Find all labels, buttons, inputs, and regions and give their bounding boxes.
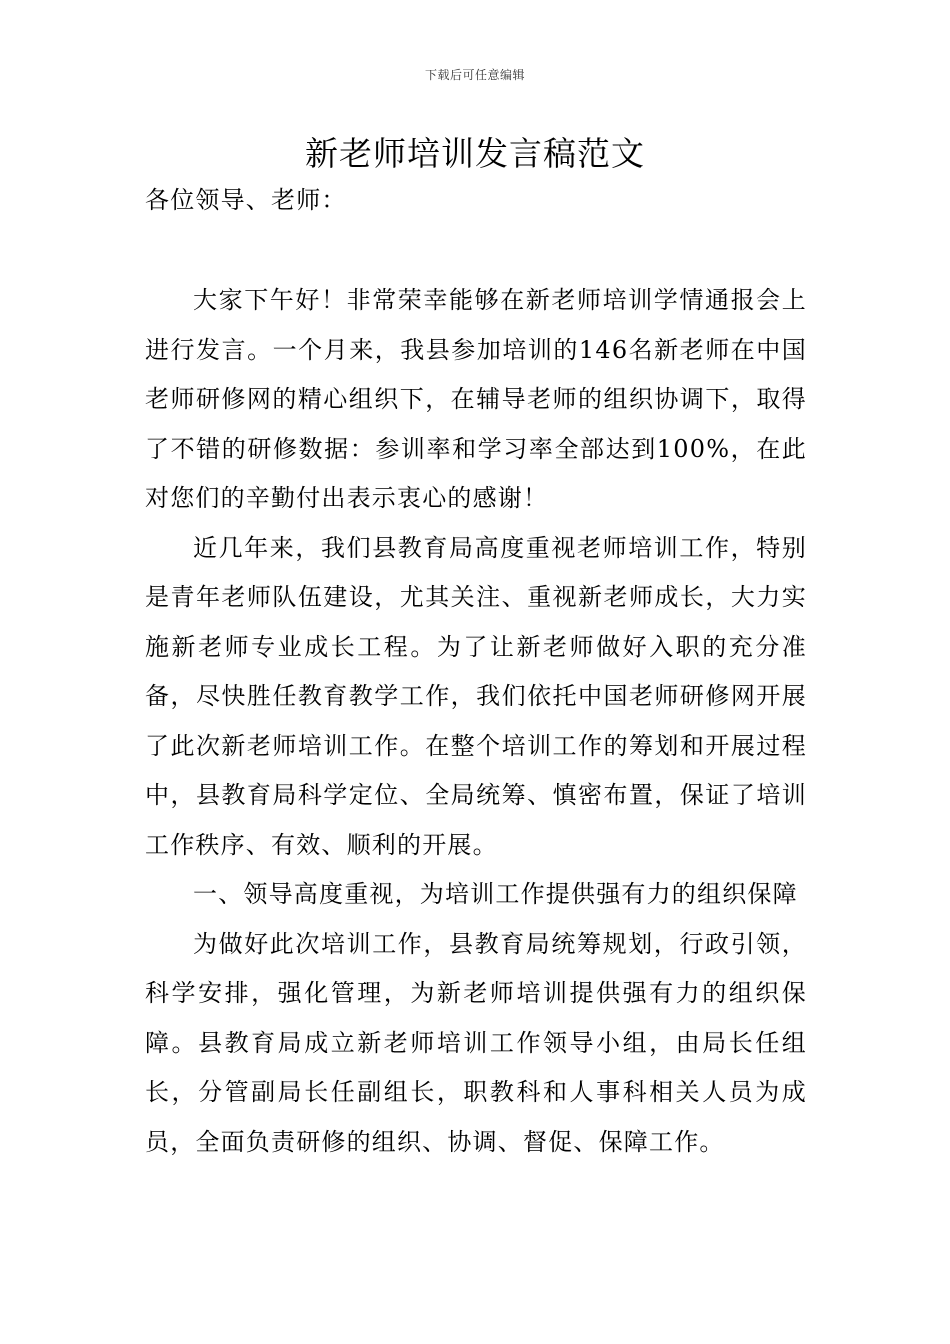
- salutation: 各位领导、老师：: [145, 186, 347, 214]
- document-title: 新老师培训发言稿范文: [305, 134, 645, 173]
- paragraph-background: 近几年来，我们县教育局高度重视老师培训工作，特别是青年老师队伍建设，尤其关注、重视新老师成长，大力实施新老师专业成长工程。为了让新老师做好入职的充分准备，尽快胜任教育教学工作，我们依托中国老师研修网开展了此次新老师培训工作。在整个培训工作的筹划和开展过程中，县教育局科学定位、全局统筹、慎密布置，保证了培训工作秩序、有效、顺利的开展。: [145, 533, 807, 859]
- paragraph-organization: 为做好此次培训工作，县教育局统筹规划，行政引领，科学安排，强化管理，为新老师培训提供强有力的组织保障。县教育局成立新老师培训工作领导小组，由局长任组长，分管副局长任副组长，职教科和人事科相关人员为成员，全面负责研修的组织、协调、督促、保障工作。: [145, 929, 807, 1156]
- document-body: [145, 276, 807, 1167]
- header-note: 下载后可任意编辑: [424, 68, 525, 82]
- section-heading-1: 一、领导高度重视，为培训工作提供强有力的组织保障: [193, 880, 798, 908]
- paragraph-greeting: 大家下午好！非常荣幸能够在新老师培训学情通报会上进行发言。一个月来，我县参加培训的146名新老师在中国老师研修网的精心组织下，在辅导老师的组织协调下，取得了不错的研修数据：参训率和学习率全部达到100%，在此对您们的辛勤付出表示衷心的感谢！: [145, 286, 807, 512]
